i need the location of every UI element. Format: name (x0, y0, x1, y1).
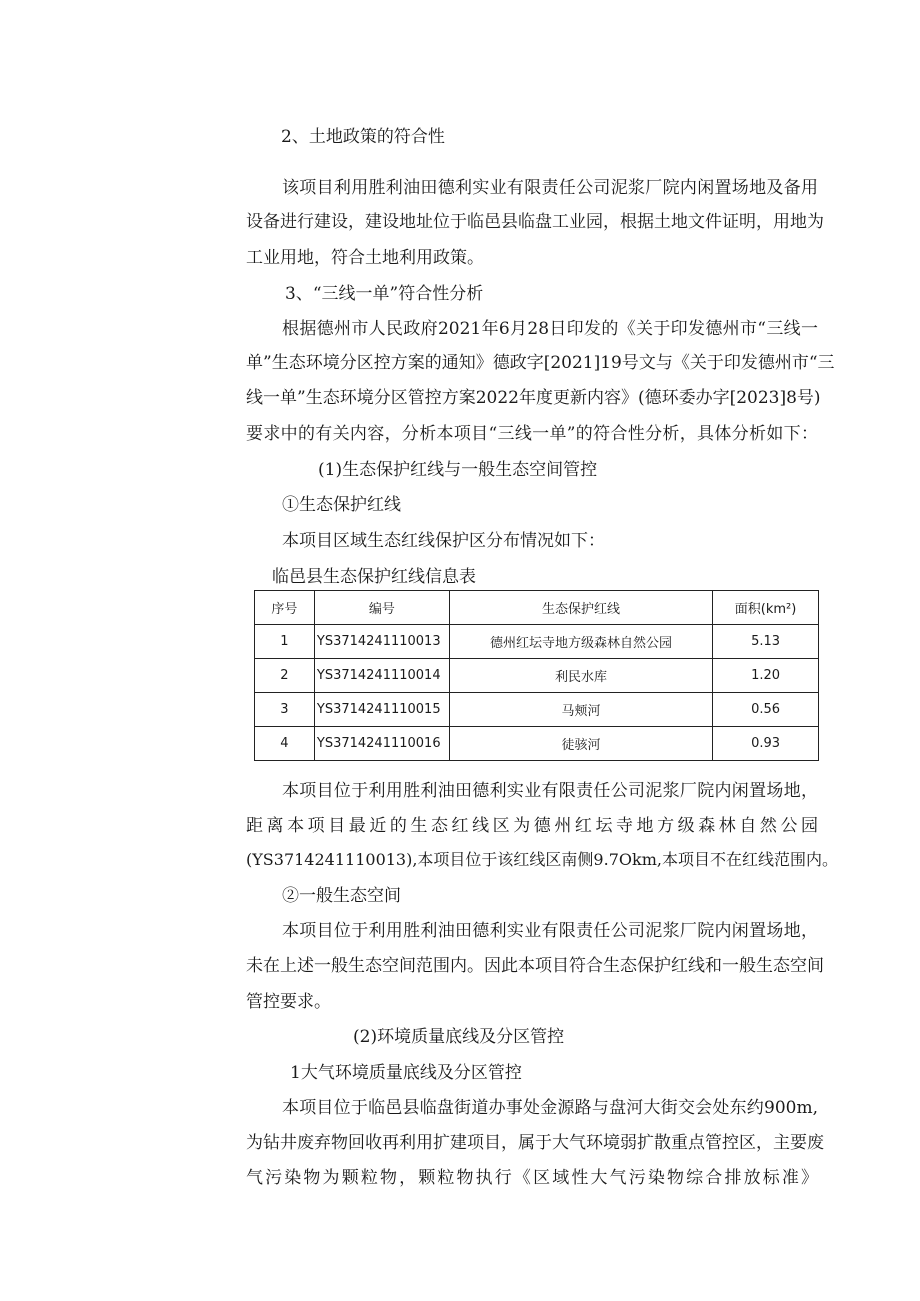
cell-code: YS3714241110015 (314, 693, 449, 727)
cell-seq: 4 (255, 727, 315, 761)
header-seq: 序号 (255, 591, 315, 625)
cell-area: 0.93 (713, 727, 819, 761)
table-row (255, 693, 819, 727)
table-row (255, 659, 819, 693)
redline-table (254, 590, 819, 761)
paragraph-line: 距离本项目最近的生态红线区为德州红坛寺地方级森林自然公园 (246, 816, 818, 836)
paragraph-line: 为钻井废弃物回收再利用扩建项目，属于大气环境弱扩散重点管控区，主要废 (246, 1133, 824, 1153)
paragraph-line: 本项目位于利用胜利油田德利实业有限责任公司泥浆厂院内闲置场地， (282, 781, 818, 801)
header-area: 面积(km²) (713, 591, 819, 625)
header-redline: 生态保护红线 (449, 591, 712, 625)
paragraph-line: 单”生态环境分区控方案的通知》德政字[2021]19号文与《关于印发德州市“三 (246, 353, 835, 373)
cell-redline: 马颊河 (449, 693, 712, 727)
subsection-1-heading: (1)生态保护红线与一般生态空间管控 (318, 460, 598, 480)
table-row (255, 625, 819, 659)
paragraph-line: 本项目位于利用胜利油田德利实业有限责任公司泥浆厂院内闲置场地， (282, 921, 818, 941)
table-row (255, 727, 819, 761)
paragraph-line: (YS3714241110013),本项目位于该红线区南侧9.7Okm,本项目不在红线范围内。 (246, 850, 838, 869)
cell-seq: 3 (255, 693, 315, 727)
cell-area: 1.20 (713, 659, 819, 693)
cell-code: YS3714241110016 (314, 727, 449, 761)
cell-redline: 德州红坛寺地方级森林自然公园 (449, 625, 712, 659)
item-air-quality: 1大气环境质量底线及分区管控 (290, 1063, 522, 1083)
paragraph-line: 未在上述一般生态空间范围内。因此本项目符合生态保护红线和一般生态空间 (246, 956, 824, 976)
item-general-eco-space: ②一般生态空间 (282, 886, 401, 906)
paragraph-line: 气污染物为颗粒物，颗粒物执行《区域性大气污染物综合排放标准》 (246, 1168, 818, 1188)
cell-area: 5.13 (713, 625, 819, 659)
subsection-2-heading: (2)环境质量底线及分区管控 (353, 1027, 565, 1047)
cell-code: YS3714241110013 (314, 625, 449, 659)
header-code: 编号 (314, 591, 449, 625)
paragraph-line: 要求中的有关内容，分析本项目“三线一单”的符合性分析，具体分析如下： (246, 424, 818, 444)
section-2-heading: 2、土地政策的符合性 (281, 127, 445, 147)
cell-seq: 1 (255, 625, 315, 659)
section-3-heading: 3、“三线一单”符合性分析 (285, 284, 484, 304)
paragraph-line: 根据德州市人民政府2021年6月28日印发的《关于印发德州市“三线一 (282, 319, 818, 339)
cell-code: YS3714241110014 (314, 659, 449, 693)
paragraph-line: 工业用地，符合土地利用政策。 (246, 248, 484, 268)
paragraph-line: 管控要求。 (246, 992, 331, 1012)
paragraph-line: 本项目位于临邑县临盘街道办事处金源路与盘河大街交会处东约900m, (282, 1098, 818, 1118)
table-header-row (255, 591, 819, 625)
table-caption: 临邑县生态保护红线信息表 (272, 567, 476, 587)
paragraph-line: 该项目利用胜利油田德利实业有限责任公司泥浆厂院内闲置场地及备用 (282, 178, 818, 198)
paragraph-line: 设备进行建设，建设地址位于临邑县临盘工业园，根据土地文件证明，用地为 (246, 212, 824, 232)
cell-redline: 利民水库 (449, 659, 712, 693)
paragraph-line: 线一单”生态环境分区管控方案2022年度更新内容》(德环委办字[2023]8号) (246, 388, 821, 408)
cell-redline: 徒骇河 (449, 727, 712, 761)
cell-seq: 2 (255, 659, 315, 693)
table-intro: 本项目区域生态红线保护区分布情况如下： (282, 531, 605, 551)
cell-area: 0.56 (713, 693, 819, 727)
item-ecological-redline: ①生态保护红线 (282, 495, 401, 515)
